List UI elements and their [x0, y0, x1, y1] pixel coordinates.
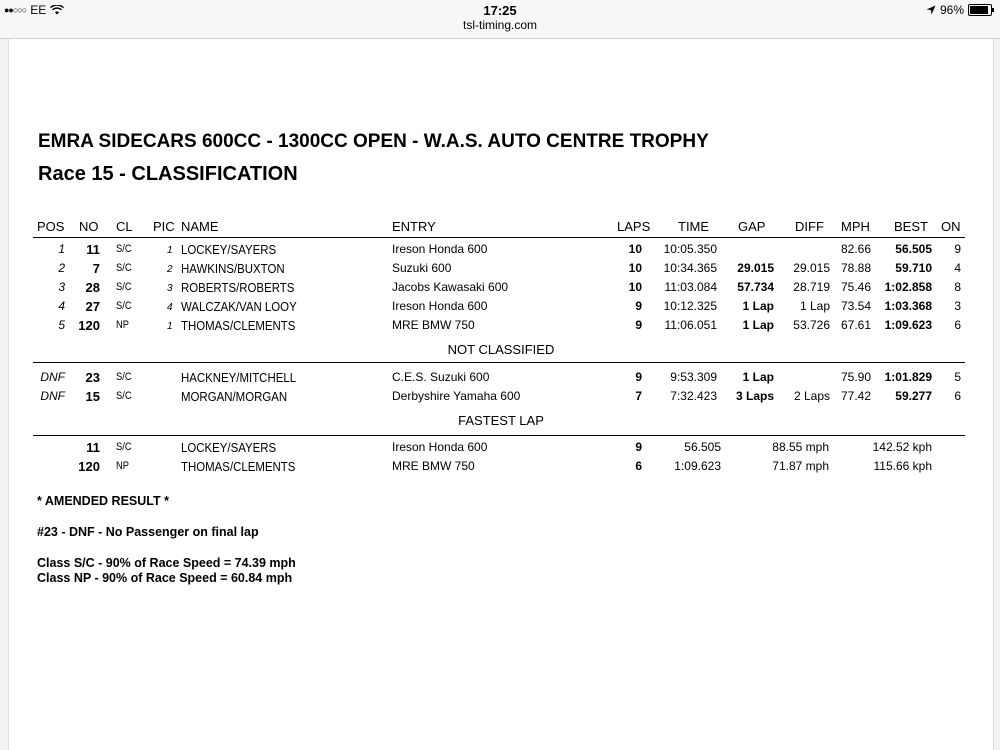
cell-time: 9:53.309 [670, 370, 717, 384]
cell-mph: 77.42 [840, 389, 871, 403]
cell-diff: 28.719 [793, 280, 830, 294]
cell-diff: 53.726 [793, 318, 830, 332]
cell-gap: 29.015 [737, 261, 774, 275]
cell-mph: 75.90 [840, 370, 871, 384]
cell-name: WALCZAK/VAN LOOY [181, 299, 297, 314]
page-title: EMRA SIDECARS 600CC - 1300CC OPEN - W.A.S. AUTO CENTRE TROPHY [38, 131, 709, 152]
cell-pos: 2 [58, 261, 65, 275]
cell-name: THOMAS/CLEMENTS [181, 318, 296, 333]
cell-time: 10:34.365 [663, 261, 717, 275]
cell-no: 120 [78, 459, 100, 474]
cell-pic: 1 [167, 321, 173, 332]
cell-name: HACKNEY/MITCHELL [181, 370, 297, 385]
header-divider [33, 237, 965, 238]
col-name: NAME [181, 219, 219, 234]
class-sc-note: Class S/C - 90% of Race Speed = 74.39 mph [37, 556, 296, 570]
class-np-note: Class NP - 90% of Race Speed = 60.84 mph [37, 571, 293, 585]
fastest-lap-divider [33, 435, 965, 436]
cell-pos: 3 [58, 280, 65, 294]
cell-diff: 1 Lap [799, 299, 830, 313]
cell-on: 9 [954, 242, 961, 256]
cell-on: 3 [954, 299, 961, 313]
cell-gap: 1 Lap [742, 318, 774, 332]
cell-lap: 6 [635, 459, 642, 473]
cell-mph: 82.66 [840, 242, 871, 256]
cell-time: 56.505 [684, 440, 721, 454]
cell-time: 1:09.623 [674, 459, 721, 473]
cell-name: LOCKEY/SAYERS [181, 242, 277, 257]
cell-name: THOMAS/CLEMENTS [181, 459, 296, 474]
cell-laps: 10 [628, 242, 642, 256]
cell-laps: 9 [635, 299, 642, 313]
cell-mph: 78.88 [840, 261, 871, 275]
address-bar[interactable] [0, 18, 1000, 39]
cell-laps: 9 [635, 318, 642, 332]
location-arrow-icon [926, 5, 936, 15]
battery-area [926, 3, 992, 17]
cell-gap: 3 Laps [735, 389, 774, 403]
cell-no: 11 [86, 242, 100, 257]
cell-pic: 2 [167, 264, 173, 275]
cell-entry: Suzuki 600 [392, 261, 452, 275]
cell-diff: 29.015 [793, 261, 830, 275]
cell-entry: Ireson Honda 600 [392, 299, 488, 313]
col-mph: MPH [841, 219, 870, 234]
cell-no: 23 [85, 370, 100, 385]
cell-kph: 115.66 kph [873, 459, 932, 473]
cell-on: 5 [954, 370, 961, 384]
cell-time: 10:05.350 [663, 242, 717, 256]
col-cl: CL [116, 219, 133, 234]
fastest-lap-heading: FASTEST LAP [458, 413, 544, 428]
col-pic: PIC [153, 219, 175, 234]
cell-best: 1:03.368 [884, 299, 932, 313]
cell-class: NP [116, 460, 129, 472]
cell-laps: 9 [635, 370, 642, 384]
cell-class: S/C [116, 390, 132, 402]
cell-entry: MRE BMW 750 [392, 459, 475, 473]
cell-pos: 1 [58, 242, 65, 256]
cell-mph: 67.61 [840, 318, 871, 332]
carrier-name: EE [30, 3, 47, 17]
cell-lap: 9 [635, 440, 642, 454]
cell-time: 10:12.325 [663, 299, 717, 313]
cell-best: 59.710 [895, 261, 932, 275]
cell-diff: 2 Laps [793, 389, 830, 403]
col-on: ON [941, 219, 961, 234]
not-classified-divider [33, 362, 965, 363]
battery-percent: 96% [939, 3, 964, 17]
cell-entry: C.E.S. Suzuki 600 [392, 370, 490, 384]
cell-laps: 10 [628, 261, 642, 275]
col-diff: DIFF [795, 219, 824, 234]
cell-class: S/C [116, 441, 132, 453]
cell-name: HAWKINS/BUXTON [181, 261, 285, 276]
cell-best: 1:02.858 [884, 280, 932, 294]
amended-note: * AMENDED RESULT * [37, 494, 169, 508]
cell-kph: 142.52 kph [872, 440, 932, 454]
cell-gap: 1 Lap [742, 299, 774, 313]
cell-on: 6 [954, 318, 961, 332]
page-subtitle: Race 15 - CLASSIFICATION [38, 163, 298, 185]
cell-name: ROBERTS/ROBERTS [181, 280, 295, 295]
cell-pos: 4 [58, 299, 65, 313]
cell-pos: DNF [40, 370, 65, 384]
cell-entry: Ireson Honda 600 [392, 242, 488, 256]
cell-laps: 7 [635, 389, 642, 403]
cell-on: 8 [954, 280, 961, 294]
dnf-note: #23 - DNF - No Passenger on final lap [37, 525, 259, 539]
col-no: NO [79, 219, 99, 234]
col-entry: ENTRY [392, 219, 436, 234]
cell-gap: 1 Lap [742, 370, 774, 384]
cell-pic: 1 [167, 245, 173, 256]
cell-best: 59.277 [895, 389, 932, 403]
cell-best: 56.505 [895, 242, 932, 256]
col-laps: LAPS [617, 219, 651, 234]
col-best: BEST [894, 219, 928, 234]
cell-name: LOCKEY/SAYERS [181, 440, 277, 455]
cell-no: 11 [86, 440, 100, 455]
cell-on: 6 [954, 389, 961, 403]
cell-no: 15 [85, 389, 100, 404]
cell-mph: 88.55 mph [772, 440, 829, 454]
cell-on: 4 [954, 261, 961, 275]
col-pos: POS [37, 219, 65, 234]
cell-no: 120 [78, 318, 100, 333]
cell-time: 11:06.051 [664, 318, 717, 332]
cell-mph: 75.46 [840, 280, 871, 294]
cell-class: NP [116, 319, 129, 331]
cell-no: 27 [85, 299, 100, 314]
cell-no: 28 [85, 280, 100, 295]
cell-class: S/C [116, 281, 132, 293]
cell-entry: Jacobs Kawasaki 600 [392, 280, 509, 294]
cell-class: S/C [116, 243, 132, 255]
cell-laps: 10 [628, 280, 642, 294]
cell-best: 1:01.829 [884, 370, 932, 384]
cell-pos: 5 [58, 318, 65, 332]
cell-entry: Derbyshire Yamaha 600 [392, 389, 521, 403]
col-time: TIME [678, 219, 710, 234]
not-classified-heading: NOT CLASSIFIED [447, 342, 555, 357]
cell-pic: 3 [167, 283, 173, 294]
signal-icon: ●●○○○ [4, 5, 27, 15]
status-bar [0, 0, 1000, 20]
cell-pos: DNF [40, 389, 65, 403]
cell-class: S/C [116, 300, 132, 312]
cell-mph: 71.87 mph [772, 459, 829, 473]
cell-class: S/C [116, 262, 132, 274]
cell-name: MORGAN/MORGAN [181, 389, 288, 404]
cell-pic: 4 [167, 302, 173, 313]
url-text[interactable]: tsl-timing.com [462, 18, 537, 32]
cell-class: S/C [116, 371, 132, 383]
document-page [8, 39, 994, 750]
col-gap: GAP [738, 219, 766, 234]
status-time: 17:25 [483, 3, 517, 18]
cell-entry: Ireson Honda 600 [392, 440, 488, 454]
cell-best: 1:09.623 [884, 318, 932, 332]
battery-icon [968, 4, 992, 16]
cell-no: 7 [92, 261, 100, 276]
cell-gap: 57.734 [737, 280, 774, 294]
cell-entry: MRE BMW 750 [392, 318, 475, 332]
cell-time: 7:32.423 [670, 389, 717, 403]
cell-mph: 73.54 [840, 299, 871, 313]
cell-time: 11:03.084 [664, 280, 717, 294]
